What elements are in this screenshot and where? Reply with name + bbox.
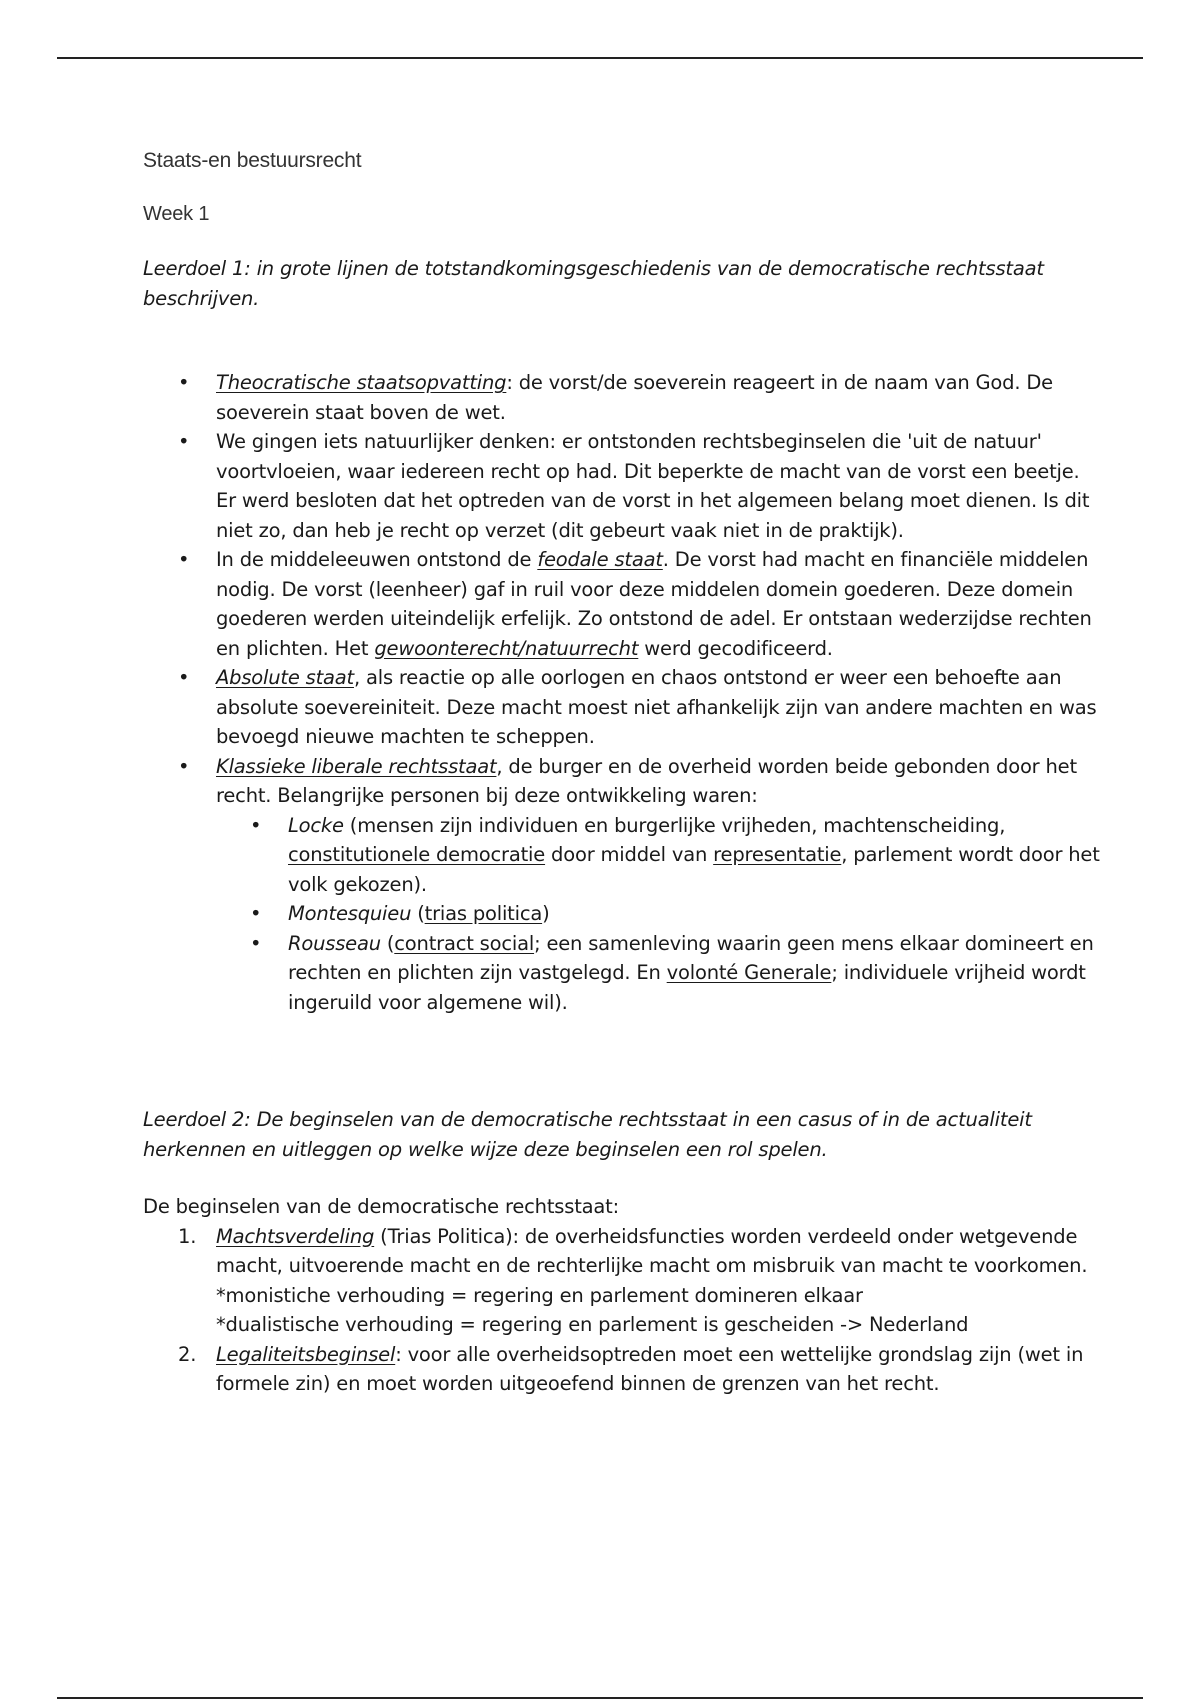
term-constitutional-democracy: constitutionele democratie (288, 843, 546, 866)
term-theocratic: Theocratische staatsopvatting (216, 371, 507, 394)
item-text: ) (542, 902, 550, 925)
list-item (216, 427, 1103, 545)
week-heading: Week 1 (143, 202, 210, 225)
list-item (178, 1222, 1103, 1340)
item-text: , parlement wordt door het volk gekozen). (288, 843, 1100, 896)
term-feudal-state: feodale staat (537, 548, 663, 571)
list-item (216, 545, 1103, 663)
note-monistic: *monistiche verhouding = regering en parlement domineren elkaar (216, 1283, 863, 1307)
principles-list (143, 1222, 1103, 1399)
person-name: Locke (288, 813, 344, 837)
principles-intro: De beginselen van de democratische rechtsstaat: (143, 1195, 619, 1218)
list-number: 2. (178, 1342, 197, 1366)
item-text: In de middeleeuwen ontstond de (216, 548, 538, 571)
document-body (143, 140, 1103, 1399)
term-volonte-generale: volonté Generale (666, 961, 832, 984)
item-text: werd gecodificeerd. (638, 636, 833, 660)
term-separation-of-powers: Machtsverdeling (216, 1224, 375, 1248)
page-bottom-rule (57, 1697, 1143, 1699)
item-text: , de burger en de overheid worden beide gebonden door het recht. Belangrijke personen bij deze ontwikkeling waren: (216, 754, 1077, 807)
spacer (143, 1164, 1103, 1192)
list-item-locke (288, 811, 1103, 900)
item-text: (Trias Politica): de overheidsfuncties worden verdeeld onder wetgevende macht, uitvoerende macht en de rechterlijke macht om misbruik van macht te voorkomen. (216, 1224, 1088, 1277)
note-dualistic: *dualistische verhouding = regering en parlement is gescheiden -> Nederland (216, 1313, 969, 1336)
item-text: , als reactie op alle oorlogen en chaos ontstond er weer een behoefte aan absolute soevereiniteit. Deze macht moest niet afhankelijk zijn van andere machten en was bevoegd nieuwe machten te scheppen. (216, 666, 1097, 748)
list-number: 1. (178, 1224, 197, 1248)
learning-goal-1: Leerdoel 1: in grote lijnen de totstandkomingsgeschiedenis van de democratische rechtsstaat beschrijven. (143, 257, 1044, 310)
list-item (216, 368, 1103, 427)
item-text: ; een samenleving waarin geen mens elkaar domineert en rechten en plichten zijn vastgelegd. En (288, 931, 1094, 984)
learning-goal-2: Leerdoel 2: De beginselen van de democratische rechtsstaat in een casus of in de actualiteit herkennen en uitleggen op welke wijze deze beginselen een rol spelen. (143, 1108, 1032, 1161)
term-contract-social: contract social (394, 931, 535, 955)
spacer (143, 1017, 1103, 1105)
item-text: ( (411, 902, 425, 925)
term-representation: representatie (713, 843, 842, 866)
term-liberal-rule-of-law: Klassieke liberale rechtsstaat (216, 754, 497, 778)
list-item (216, 752, 1103, 1018)
history-list (143, 368, 1103, 1017)
item-text: ; individuele vrijheid wordt ingeruild voor algemene wil). (288, 961, 1086, 1014)
list-item-rousseau (288, 929, 1103, 1018)
term-absolute-state: Absolute staat (216, 666, 354, 689)
item-text: (mensen zijn individuen en burgerlijke vrijheden, machtenscheiding, (343, 813, 1006, 837)
item-text: door middel van (545, 843, 714, 866)
item-text: We gingen iets natuurlijker denken: er ontstonden rechtsbeginselen die 'uit de natuur' voortvloeien, waar iedereen recht op had. Dit beperkte de macht van de vorst een beetje. Er werd besloten dat het optreden van de vorst in het algemeen belang moet dienen. Is dit niet zo, dan heb je recht op verzet (dit gebeurt vaak niet in de praktijk). (216, 430, 1090, 542)
document-title: Staats-en bestuursrecht (143, 149, 362, 172)
item-text: : voor alle overheidsoptreden moet een wettelijke grondslag zijn (wet in formele zin) en moet worden uitgeoefend binnen de grenzen van het recht. (216, 1342, 1084, 1395)
item-text: ( (380, 931, 395, 955)
person-name: Montesquieu (288, 902, 412, 925)
list-item (178, 1340, 1103, 1399)
page-top-rule (57, 57, 1143, 59)
spacer (143, 313, 1103, 368)
list-item (216, 663, 1103, 752)
term-trias-politica: trias politica (424, 902, 543, 925)
item-text: . De vorst had macht en financiële middelen nodig. De vorst (leenheer) gaf in ruil voor deze middelen domein goederen. Deze domein goederen werden uiteindelijk erfelijk. Zo ontstond de adel. Er ontstaan wederzijdse rechten en plichten. Het (216, 548, 1092, 660)
term-customary-law: gewoonterecht/natuurrecht (374, 636, 639, 660)
person-name: Rousseau (288, 931, 381, 955)
term-legality-principle: Legaliteitsbeginsel (216, 1342, 396, 1366)
item-text: : de vorst/de soeverein reageert in de naam van God. De soeverein staat boven de wet. (216, 371, 1053, 424)
list-item-montesquieu (288, 899, 1103, 929)
persons-list (216, 811, 1103, 1018)
